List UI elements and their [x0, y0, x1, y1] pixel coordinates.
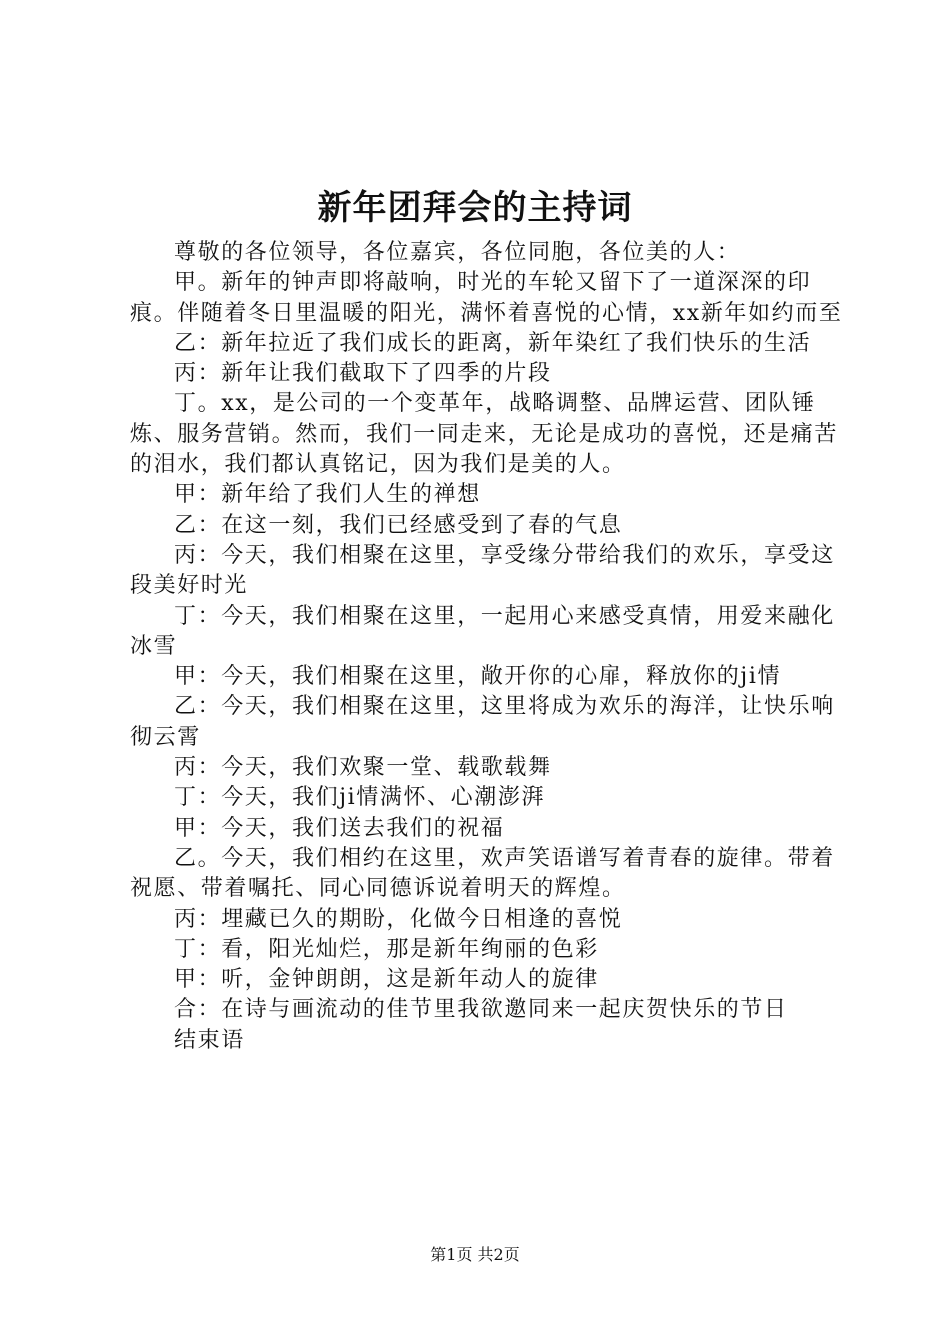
paragraph: 乙。今天，我们相约在这里，欢声笑语谱写着青春的旋律。带着祝愿、带着嘱托、同心同德诉说着明天的辉煌。 [130, 845, 835, 902]
page-number-footer: 第1页 共2页 [430, 1245, 520, 1264]
paragraph: 丁：今天，我们ji情满怀、心潮澎湃 [174, 785, 546, 811]
paragraph: 丁：今天，我们相聚在这里，一起用心来感受真情，用爱来融化冰雪 [130, 603, 835, 659]
paragraph: 甲：今天，我们相聚在这里，敞开你的心扉，释放你的ji情 [174, 664, 782, 690]
paragraph: 乙：新年拉近了我们成长的距离，新年染红了我们快乐的生活 [174, 330, 812, 356]
paragraph: 丙：今天，我们欢聚一堂、载歌载舞 [174, 755, 552, 781]
paragraph: 丁：看，阳光灿烂，那是新年绚丽的色彩 [174, 936, 599, 962]
document-body [130, 238, 850, 1056]
paragraph: 丙：新年让我们截取下了四季的片段 [174, 361, 552, 387]
paragraph: 丁。xx，是公司的一个变革年，战略调整、品牌运营、团队锤炼、服务营销。然而，我们一同走来，无论是成功的喜悦，还是痛苦的泪水，我们都认真铭记，因为我们是美的人。 [130, 391, 839, 478]
paragraph: 甲：今天，我们送去我们的祝福 [174, 815, 505, 841]
paragraph: 合：在诗与画流动的佳节里我欲邀同来一起庆贺快乐的节日 [174, 997, 788, 1023]
paragraph: 丙：埋藏已久的期盼，化做今日相逢的喜悦 [174, 906, 623, 932]
paragraph: 甲：新年给了我们人生的禅想 [174, 482, 481, 508]
paragraph: 甲。新年的钟声即将敲响，时光的车轮又留下了一道深深的印痕。伴随着冬日里温暖的阳光，满怀着喜悦的心情，xx新年如约而至 [130, 270, 843, 326]
paragraph: 乙：在这一刻，我们已经感受到了春的气息 [174, 512, 623, 538]
paragraph: 甲：听，金钟朗朗，这是新年动人的旋律 [174, 967, 599, 993]
document-title: 新年团拜会的主持词 [317, 188, 633, 228]
paragraph: 结束语 [174, 1027, 245, 1053]
paragraph: 乙：今天，我们相聚在这里，这里将成为欢乐的海洋，让快乐响彻云霄 [130, 694, 835, 750]
paragraph: 丙：今天，我们相聚在这里，享受缘分带给我们的欢乐，享受这段美好时光 [130, 542, 835, 599]
paragraph: 尊敬的各位领导，各位嘉宾，各位同胞，各位美的人： [174, 240, 741, 265]
